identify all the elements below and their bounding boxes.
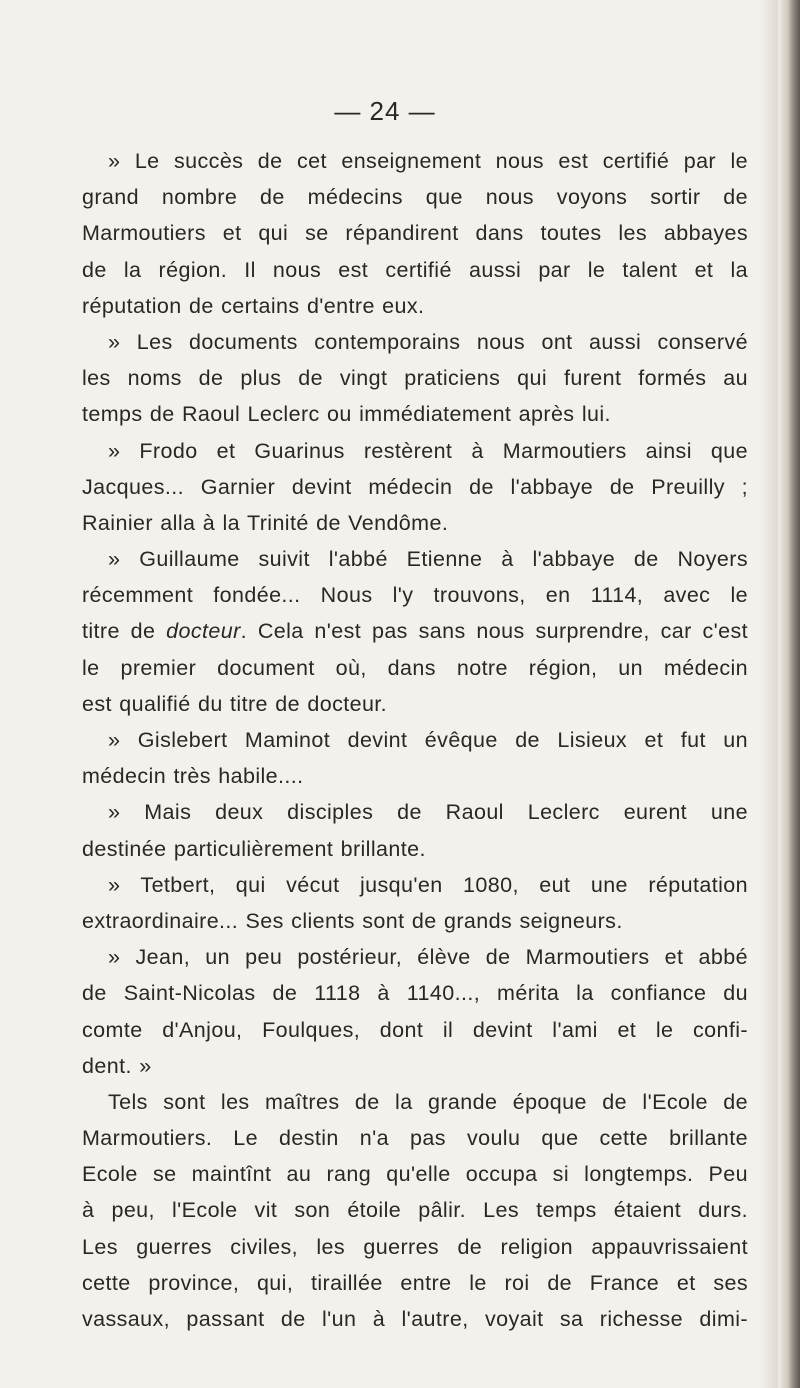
text-line: Les guerres civiles, les guerres de religion appauvrissaient <box>82 1234 748 1259</box>
text-line: » Guillaume suivit l'abbé Etienne à l'abbaye de Noyers <box>108 547 748 572</box>
text-line: comte d'Anjou, Foulques, dont il devint l'ami et le confi- <box>82 1017 748 1042</box>
text-line: récemment fondée... Nous l'y trouvons, en 1114, avec le <box>82 583 748 608</box>
page-edge <box>778 0 800 1388</box>
text-line: les noms de plus de vingt praticiens qui furent formés au <box>82 366 748 391</box>
text-line: » Le succès de cet enseignement nous est certifié par le <box>108 149 748 173</box>
text-line: Marmoutiers. Le destin n'a pas voulu que cette brillante <box>82 1126 748 1151</box>
text-line: est qualifié du titre de docteur. <box>82 691 388 716</box>
page-number: — 24 — <box>334 96 436 126</box>
text-line: grand nombre de médecins que nous voyons sortir de <box>82 185 748 210</box>
text-line: médecin très habile.... <box>82 764 304 789</box>
text-line: extraordinaire... Ses clients sont de grands seigneurs. <box>82 908 623 933</box>
text-line: le premier document où, dans notre région, un médecin <box>82 655 748 680</box>
text-line: cette province, qui, tiraillée entre le roi de France et ses <box>82 1270 748 1295</box>
text-line: Tels sont les maîtres de la grande époque de l'Ecole de <box>108 1089 748 1114</box>
text-line: de Saint-Nicolas de 1118 à 1140..., mérita la confiance du <box>82 981 748 1006</box>
text-line: Marmoutiers et qui se répandirent dans toutes les abbayes <box>82 221 748 246</box>
text-line-with-italic <box>82 613 748 649</box>
text-segment: . Cela n'est pas sans nous surprendre, car c'est <box>240 619 748 644</box>
text-line: Ecole se maintînt au rang qu'elle occupa si longtemps. Peu <box>82 1162 748 1187</box>
text-line: » Frodo et Guarinus restèrent à Marmoutiers ainsi que <box>108 438 748 463</box>
text-line: Jacques... Garnier devint médecin de l'abbaye de Preuilly ; <box>82 474 748 499</box>
text-line: dent. » <box>82 1053 152 1078</box>
italic-word: docteur <box>166 619 241 644</box>
text-line: destinée particulièrement brillante. <box>82 836 426 861</box>
text-line: » Tetbert, qui vécut jusqu'en 1080, eut une réputation <box>108 872 748 897</box>
text-line: » Mais deux disciples de Raoul Leclerc eurent une <box>108 800 748 825</box>
text-line: » Les documents contemporains nous ont aussi conservé <box>108 329 748 354</box>
text-line: temps de Raoul Leclerc ou immédiatement après lui. <box>82 402 611 427</box>
text-line: réputation de certains d'entre eux. <box>82 293 425 318</box>
text-line: vassaux, passant de l'un à l'autre, voyait sa richesse dimi- <box>82 1307 748 1331</box>
text-line: de la région. Il nous est certifié aussi par le talent et la <box>82 257 748 282</box>
text-line: à peu, l'Ecole vit son étoile pâlir. Les temps étaient durs. <box>82 1198 748 1223</box>
body-text <box>82 143 748 1337</box>
text-line: » Jean, un peu postérieur, élève de Marmoutiers et abbé <box>108 945 748 970</box>
text-segment: titre de <box>82 619 167 644</box>
text-line: Rainier alla à la Trinité de Vendôme. <box>82 510 449 535</box>
text-line: » Gislebert Maminot devint évêque de Lisieux et fut un <box>108 728 748 752</box>
page-gutter-shadow <box>760 0 778 1388</box>
